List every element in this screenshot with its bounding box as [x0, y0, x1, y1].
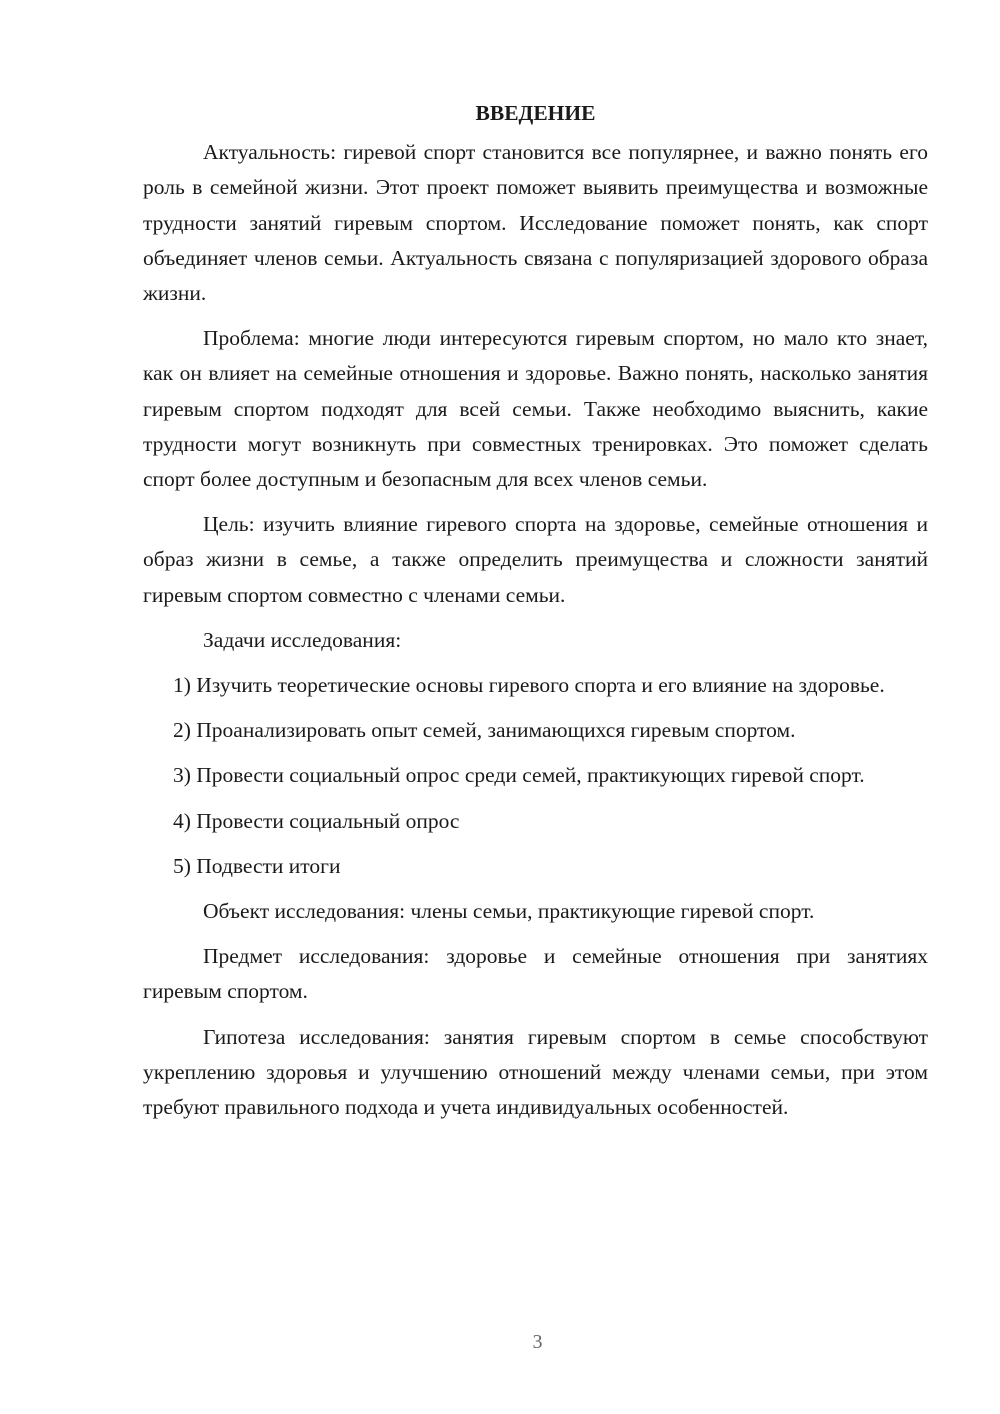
task-item: 5) Подвести итоги	[173, 853, 341, 878]
goal-paragraph: Цель: изучить влияние гиревого спорта на здоровье, семейные отношения и образ жизни в семье, а также определить преимущества и сложности занятий гиревым спортом совместно с членами семьи.	[143, 512, 928, 607]
subject-paragraph: Предмет исследования: здоровье и семейные отношения при занятиях гиревым спортом.	[143, 944, 928, 1004]
object-paragraph: Объект исследования: члены семьи, практикующие гиревой спорт.	[203, 899, 815, 924]
relevance-paragraph: Актуальность: гиревой спорт становится все популярнее, и важно понять его роль в семейной жизни. Этот проект поможет выявить преимущества и возможные трудности занятий гиревым спортом. Исследование поможет понять, как спорт объединяет членов семьи. Актуальность связана с популяризацией здорового образа жизни.	[143, 140, 928, 306]
task-item: 3) Провести социальный опрос среди семей, практикующих гиревой спорт.	[173, 763, 865, 788]
page-content	[143, 96, 928, 1135]
page-title: ВВЕДЕНИЕ	[475, 101, 596, 125]
task-item: 2) Проанализировать опыт семей, занимающихся гиревым спортом.	[173, 718, 796, 743]
problem-paragraph: Проблема: многие люди интересуются гиревым спортом, но мало кто знает, как он влияет на семейные отношения и здоровье. Важно понять, насколько занятия гиревым спортом подходят для всей семьи. Также необходимо выяснить, какие трудности могут возникнуть при совместных тренировках. Это поможет сделать спорт более доступным и безопасным для всех членов семьи.	[143, 326, 928, 492]
task-item: 1) Изучить теоретические основы гиревого спорта и его влияние на здоровье.	[173, 673, 885, 698]
task-item: 4) Провести социальный опрос	[173, 808, 460, 833]
tasks-heading: Задачи исследования:	[203, 627, 402, 652]
hypothesis-paragraph: Гипотеза исследования: занятия гиревым спортом в семье способствуют укреплению здоровья и улучшению отношений между членами семьи, при этом требуют правильного подхода и учета индивидуальных особенностей.	[143, 1024, 928, 1120]
page-number: 3	[532, 1331, 543, 1353]
